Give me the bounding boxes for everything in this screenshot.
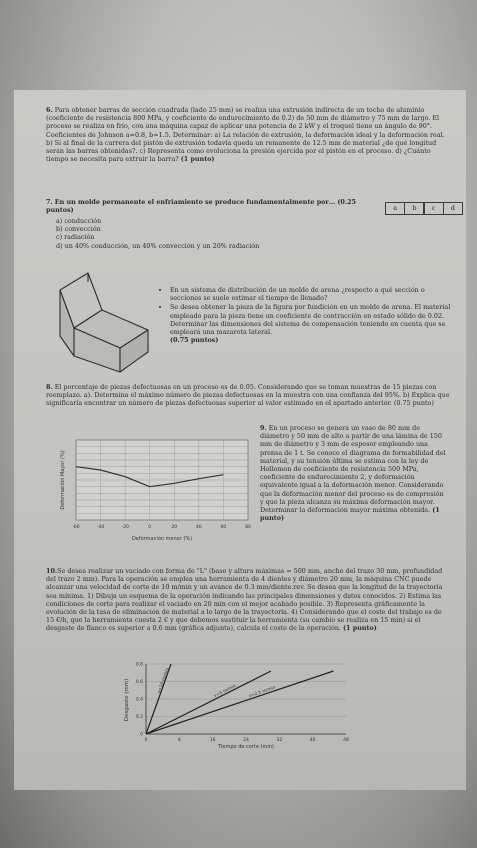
q6-text: Para obtener barras de sección cuadrada (lado 25 mm) se realiza una extrusión indirecta de un tocho de aluminio (coeficiente de resistencia 800 MPa, y coeficiente de endurecimiento de 0.2) de 50 mm de diámetro y 75 mm de largo. El proceso se realiza en frío, con una máquina capaz de aplicar una potencia de 2 kW y el troquel tiene un ángulo de 90°. Coeficientes de Johnson a=0.8, b=1.5. Determinar: a) La relación de extrusión, la deformación ideal y la deformación real. b) Si al final de la carrera del pistón de extrusión todavía queda un remanente de 12.5 mm de material ¿de qué longitud serán las barras obtenidas?. c) Representa como evoluciona la presión ejercida por el pistón en el proceso. d) ¿Cuánto tiempo se necesita para extruir la barra? [46,106,445,164]
flc-x-tick-label: -60 [72,525,80,530]
question-8 [46,383,450,408]
q10-points: (1 punto) [343,624,377,633]
flc-xlabel: Deformación menor (%) [131,536,193,542]
q6-points: (1 punto) [180,155,215,164]
casting-part-figure [50,268,155,376]
wear-x-tick-label: 24 [243,738,249,743]
flc-x-tick-label: -20 [121,525,129,530]
q7-number: 7. [46,198,53,206]
q10-number: 10. [46,567,58,575]
wear-series-label: v=2.5 m/min [248,685,277,700]
wear-y-tick-label: 0.2 [135,715,143,720]
wear-series-label: v=10 m/min [156,667,171,695]
q7-bullet-points: (0.75 puntos) [170,336,219,345]
q7-option-a: a) conducción [56,217,102,225]
wear-x-tick-label: 16 [209,738,216,743]
q7-bullet-2-text: Se desea obtener la pieza de la figura por fundición en un molde de arena. El material empleado para la pieza tiene un coeficiente de contracción en estado sólido de 0.02. Determinar las dimensiones del sistema de compensación teniendo en cuenta que se empleará una mazarota lateral. [170,303,451,337]
q6-number: 6. [46,106,53,114]
flc-x-tick-label: 20 [171,525,178,530]
wear-series-label: v=5 m/min [213,683,238,700]
wear-x-tick-label: 48 [343,738,349,743]
q7-option-c: c) radiación [56,233,95,242]
q7-bullet-1: • En un sistema de distribución de un molde de arena ¿respecto a qué sección o secciones se suele estimar el tiempo de llenado? [170,286,452,302]
question-6 [46,106,446,163]
wear-ylabel: Desgaste (mm) [124,678,130,722]
q9-number: 9. [260,424,267,432]
flc-x-tick-label: 60 [220,525,227,530]
wear-y-tick-label: 0.8 [135,662,143,668]
q9-text: En un proceso se genera un vaso de 80 mm de diámetro y 50 mm de alto a partir de una lámina de 150 mm de diámetro y 3 mm de espesor empleando una prensa de 1 t. Se conoce el diagrama de formabilidad del material, y su tensión última se estima con la ley de Hollomon de coeficiente de resistencia 500 MPa, coeficiente de endurecimiento 2, y deformación equivalente igual a la deformación menor. Considerando que la deformación menor del proceso es de compresión y que la pieza alcanza su máxima deformación mayor. Determinar la deformación mayor máxima obtenida. [260,424,446,515]
wear-x-tick-label: 8 [177,738,181,743]
wear-x-tick-label: 32 [276,738,283,743]
flc-x-tick-label: 0 [148,525,152,530]
flc-x-tick-label: 40 [195,525,202,530]
q7-bullets [160,286,452,345]
flc-x-tick-label: -40 [96,525,105,530]
wear-x-tick-label: 40 [309,738,316,743]
answer-box-d[interactable]: d [443,202,463,215]
answer-box-a[interactable]: a [385,202,405,215]
wear-y-tick-label: 0.6 [135,680,143,685]
q8-text: El porcentaje de piezas defectuosas en un proceso es de 0.05. Considerando que se toman muestras de 15 piezas con reemplazo. a). Determina el máximo número de piezas defectuosas en la muestra con una confianza del 95%. b) Explica que significaría encontrar un número de piezas defectuosas superior al valor estimado en el apartado anterior. (0.75 punto) [46,383,450,408]
wear-series-line [146,671,334,734]
wear-xlabel: Tiempo de corte (min) [218,744,274,750]
q8-number: 8. [46,383,53,391]
q7-option-b: b) convección [56,225,101,234]
question-7 [46,198,376,214]
q9-points: (1 punto) [260,506,440,523]
formability-chart [56,432,256,550]
answer-box-b[interactable]: b [404,202,424,215]
answer-box-c[interactable]: c [424,202,444,215]
q7-bullet-2 [170,303,452,344]
q10-text: Se desea realizar un vaciado con forma de "L" (base y altura máximas = 500 mm, ancho del trazo 30 mm, profundidad del trazo 2 mm). Para la operación se emplea una herramienta de 4 dientes y diámetro 20 mm, la máquina CNC puede alcanzar una velocidad de corte de 10 m/min y un avance de 0.3 mm/diente.rev. Se desea que la longitud de la trayectoria sea mínima. 1) Dibuja un esquema de la operación indicando las principales dimensiones y datos conocidos. 2) Estima las condiciones de corte para realizar el vaciado en 20 min con el mejor acabado posible. 3) Representa gráficamente la evolución de la tasa de eliminación de material a lo largo de la trayectoria. 4) Considerando que el coste del trabajo es de 15 €/h, que la herramienta cuesta 2 € y que debemos sustituir la herramienta (su cambio se realiza en 15 min) si el desgaste de flanco es superior a 0.6 mm (gráfica adjunta), calcula el coste de la operación. [46,567,443,633]
flc-ylabel: Deformación Mayor (%) [60,450,66,510]
tool-wear-chart [116,660,356,750]
wear-x-tick-label: 0 [144,738,148,743]
flc-x-tick-label: 80 [245,525,251,530]
wear-y-tick-label: 0.4 [135,697,143,703]
wear-y-tick-label: 0 [140,732,143,738]
answer-boxes [386,202,463,215]
question-10 [46,567,450,633]
q7-option-d: d) un 40% conducción, un 40% convección y un 20% radiación [56,241,260,250]
q7-options [56,217,396,250]
q7-stem: En un molde permanente el enfriamiento se produce fundamentalmente por… (0.25 puntos) [46,198,356,215]
question-9 [260,424,448,522]
